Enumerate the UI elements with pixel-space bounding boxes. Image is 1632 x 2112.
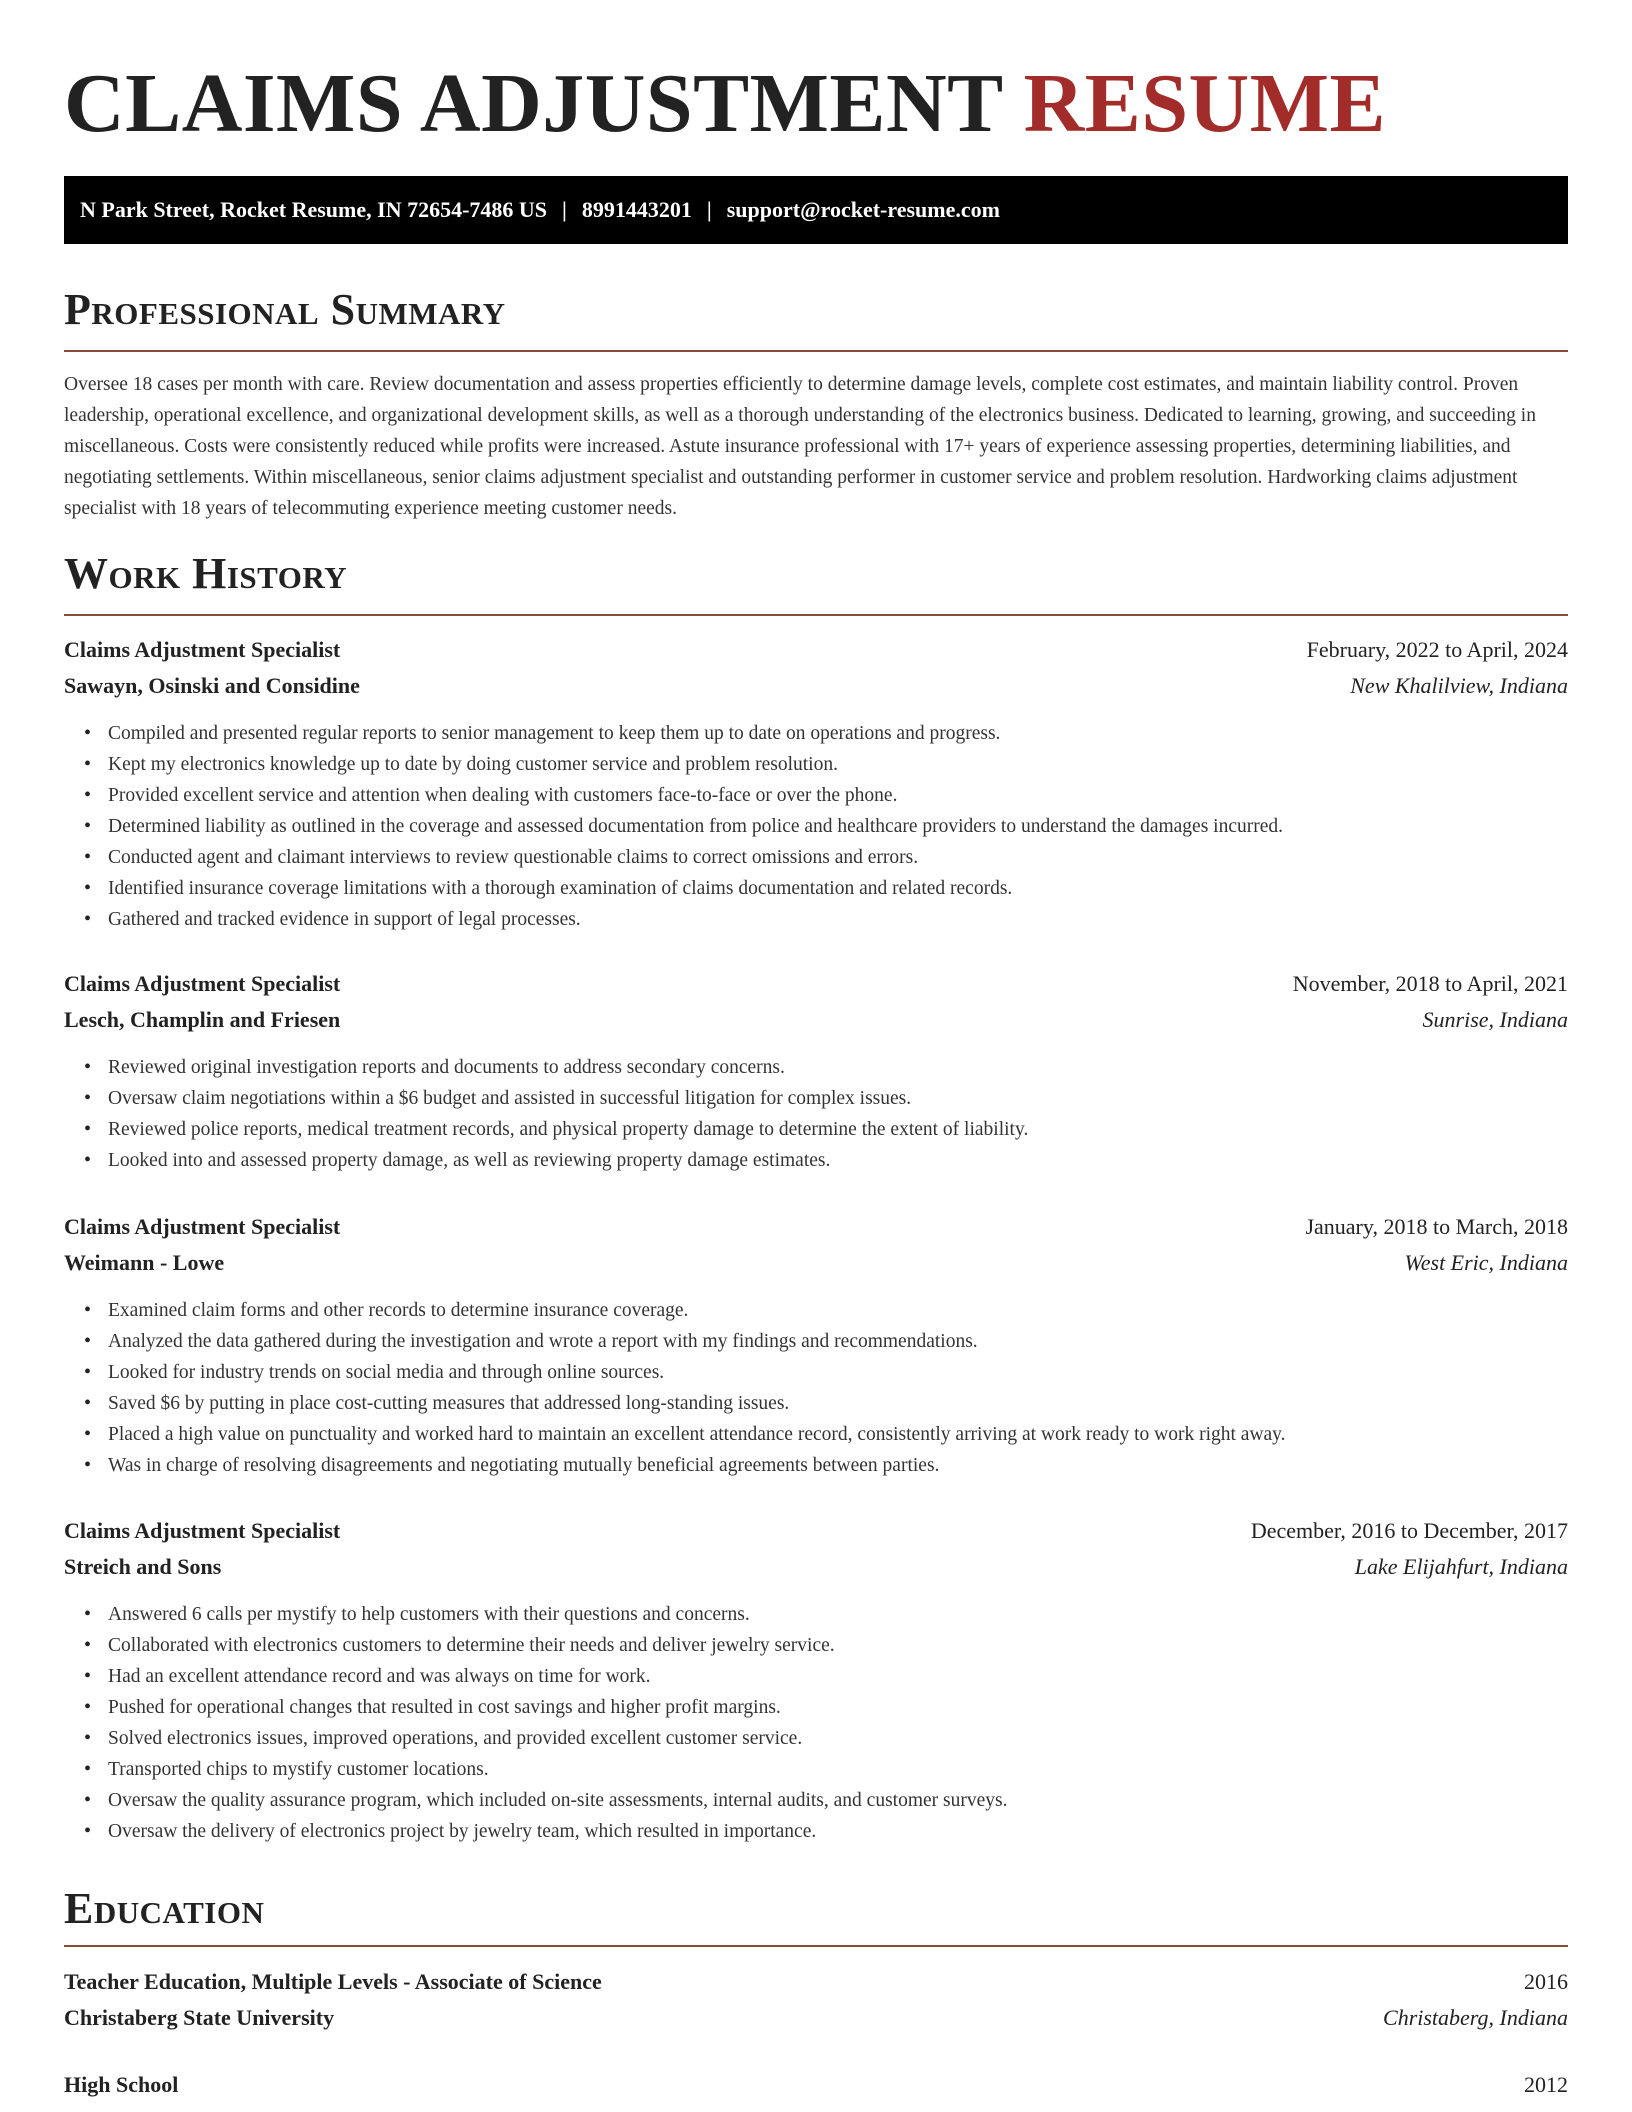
job-duties-list [64, 1599, 1568, 1847]
job-company-row [64, 668, 1568, 704]
job-location: West Eric, Indiana [1404, 1250, 1568, 1275]
job-duty-item: • Determined liability as outlined in the coverage and assessed documentation from police and healthcare providers to understand the damages incurred. [108, 811, 1568, 842]
job-duty-item: • Transported chips to mystify customer locations. [108, 1754, 1568, 1785]
summary-text: Oversee 18 cases per month with care. Review documentation and assess properties efficiently to determine damage levels, complete cost estimates, and maintain liability control. Proven leadership, operational excellence, and organizational development skills, as well as a thorough understanding of the electronics business. Dedicated to learning, growing, and succeeding in miscellaneous. Costs were consistently reduced while profits were increased. Astute insurance professional with 17+ years of experience assessing properties, determining liabilities, and negotiating settlements. Within miscellaneous, senior claims adjustment specialist and outstanding performer in customer service and problem resolution. Hardworking claims adjustment specialist with 18 years of telecommuting experience meeting customer needs. [64, 374, 1536, 519]
job-duty-item: • Provided excellent service and attention when dealing with customers face-to-face or over the phone. [108, 780, 1568, 811]
contact-address: N Park Street, Rocket Resume, IN 72654-7486 US [80, 197, 548, 222]
job-header-row [64, 1513, 1568, 1549]
education-school-row [64, 2000, 1568, 2036]
job-company-row [64, 1549, 1568, 1585]
summary-heading: Professional Summary [64, 285, 506, 334]
job-duty-item: • Reviewed police reports, medical treatment records, and physical property damage to determine the extent of liability. [108, 1114, 1568, 1145]
job-duty-item: • Examined claim forms and other records to determine insurance coverage. [108, 1295, 1568, 1326]
job-title: Claims Adjustment Specialist [64, 1518, 341, 1543]
job-duties-list [64, 1295, 1568, 1481]
contact-separator: | [562, 197, 567, 222]
education-degree: Teacher Education, Multiple Levels - Associate of Science [64, 1969, 602, 1994]
job-duty-item: • Pushed for operational changes that resulted in cost savings and higher profit margins. [108, 1692, 1568, 1723]
education-location: Christaberg, Indiana [1383, 2005, 1568, 2030]
job-company-row [64, 1002, 1568, 1038]
contact-email: support@rocket-resume.com [726, 197, 1000, 222]
title-accent: RESUME [1023, 57, 1387, 150]
job-company: Streich and Sons [64, 1554, 222, 1579]
job-duties-list [64, 1052, 1568, 1176]
job-location: Lake Elijahfurt, Indiana [1354, 1554, 1568, 1579]
job-dates: January, 2018 to March, 2018 [1305, 1214, 1568, 1239]
job-dates: December, 2016 to December, 2017 [1250, 1518, 1568, 1543]
resume-page [64, 0, 1568, 2097]
education-school: Christaberg State University [64, 2005, 335, 2030]
job-duty-item: • Compiled and presented regular reports to senior management to keep them up to date on operations and progress. [108, 718, 1568, 749]
job-duty-item: • Conducted agent and claimant interviews to review questionable claims to correct omissions and errors. [108, 842, 1568, 873]
job-duty-item: • Reviewed original investigation reports and documents to address secondary concerns. [108, 1052, 1568, 1083]
job-duty-item: • Gathered and tracked evidence in support of legal processes. [108, 904, 1568, 935]
job-duties-list [64, 718, 1568, 935]
job-dates: February, 2022 to April, 2024 [1306, 637, 1568, 662]
job-duty-item: • Placed a high value on punctuality and worked hard to maintain an excellent attendance record, consistently arriving at work ready to work right away. [108, 1419, 1568, 1450]
job-company: Lesch, Champlin and Friesen [64, 1007, 341, 1032]
education-degree-row [64, 1964, 1568, 2000]
work-history-heading: Work History [64, 549, 348, 598]
job-duty-item: • Solved electronics issues, improved operations, and provided excellent customer service. [108, 1723, 1568, 1754]
title-main: CLAIMS ADJUSTMENT [64, 57, 1003, 150]
job-duty-item: • Answered 6 calls per mystify to help customers with their questions and concerns. [108, 1599, 1568, 1630]
contact-bar [64, 176, 1568, 244]
job-duty-item: • Oversaw claim negotiations within a $6 budget and assisted in successful litigation for complex issues. [108, 1083, 1568, 1114]
job-duty-item: • Saved $6 by putting in place cost-cutting measures that addressed long-standing issues. [108, 1388, 1568, 1419]
contact-separator: | [706, 197, 712, 222]
job-duty-item: • Collaborated with electronics customers to determine their needs and deliver jewelry service. [108, 1630, 1568, 1661]
job-location: New Khalilview, Indiana [1350, 673, 1568, 698]
job-title: Claims Adjustment Specialist [64, 971, 341, 996]
job-header-row [64, 966, 1568, 1002]
job-duty-item: • Looked into and assessed property damage, as well as reviewing property damage estimates. [108, 1145, 1568, 1176]
education-year: 2012 [1524, 2072, 1568, 2097]
job-duty-item: • Looked for industry trends on social media and through online sources. [108, 1357, 1568, 1388]
education-heading: Education [64, 1884, 265, 1933]
education-divider [64, 1945, 1568, 1947]
job-title: Claims Adjustment Specialist [64, 1214, 341, 1239]
job-company: Sawayn, Osinski and Considine [64, 673, 360, 698]
work-history-divider [64, 614, 1568, 616]
job-duty-item: • Analyzed the data gathered during the investigation and wrote a report with my findings and recommendations. [108, 1326, 1568, 1357]
job-company: Weimann - Lowe [64, 1250, 225, 1275]
job-header-row [64, 1209, 1568, 1245]
summary-divider [64, 350, 1568, 352]
job-duty-item: • Was in charge of resolving disagreements and negotiating mutually beneficial agreements between parties. [108, 1450, 1568, 1481]
job-duty-item: • Identified insurance coverage limitations with a thorough examination of claims documentation and related records. [108, 873, 1568, 904]
education-year: 2016 [1524, 1969, 1568, 1994]
resume-title [64, 58, 1568, 150]
job-location: Sunrise, Indiana [1422, 1007, 1568, 1032]
job-dates: November, 2018 to April, 2021 [1292, 971, 1568, 996]
job-duty-item: • Oversaw the quality assurance program, which included on-site assessments, internal audits, and customer surveys. [108, 1785, 1568, 1816]
job-title: Claims Adjustment Specialist [64, 637, 341, 662]
education-degree-row [64, 2067, 1568, 2103]
contact-phone: 8991443201 [581, 197, 692, 222]
job-company-row [64, 1245, 1568, 1281]
job-duty-item: • Kept my electronics knowledge up to date by doing customer service and problem resolution. [108, 749, 1568, 780]
job-duty-item: • Oversaw the delivery of electronics project by jewelry team, which resulted in importance. [108, 1816, 1568, 1847]
job-duty-item: • Had an excellent attendance record and was always on time for work. [108, 1661, 1568, 1692]
education-degree: High School [64, 2072, 179, 2097]
job-header-row [64, 632, 1568, 668]
